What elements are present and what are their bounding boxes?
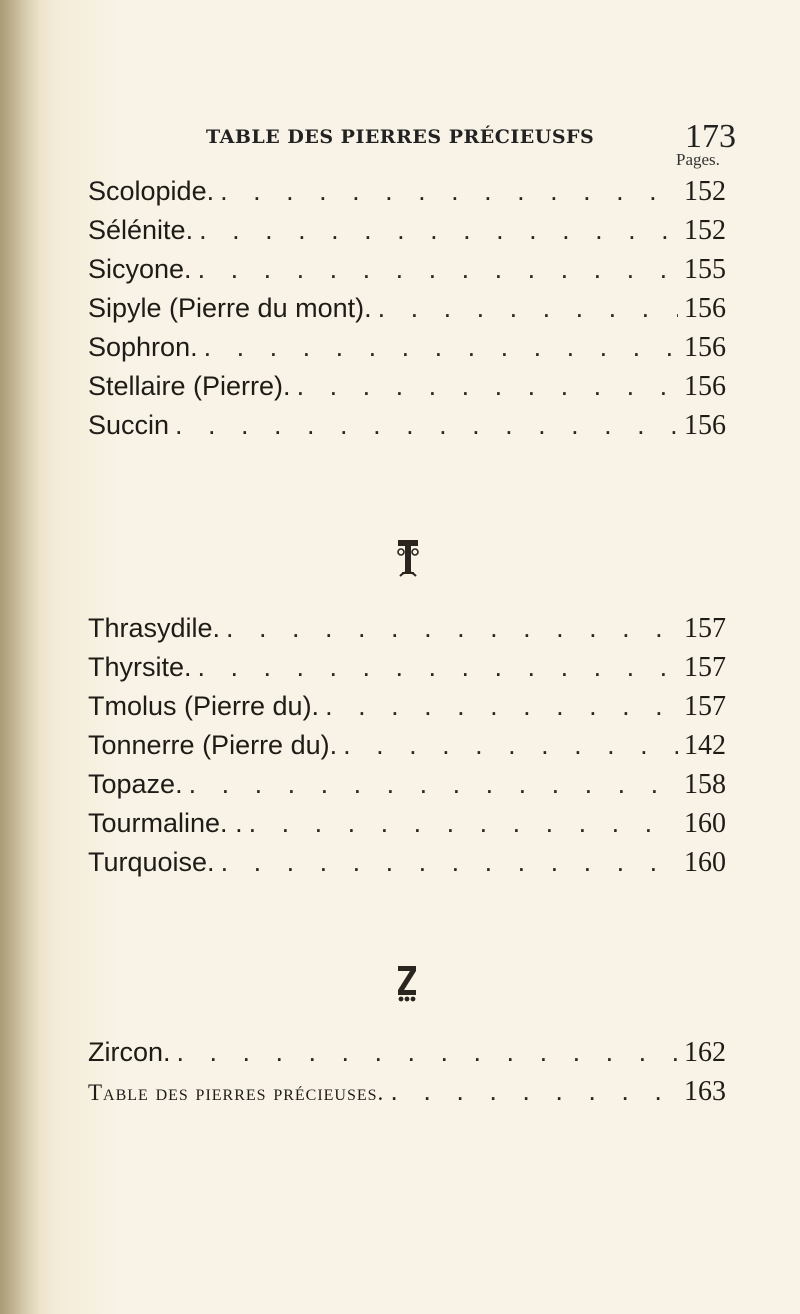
entry-name: Thyrsite. xyxy=(88,652,192,682)
dot-leader xyxy=(198,652,678,683)
dot-leader xyxy=(175,410,678,441)
entry-page: 152 xyxy=(684,215,726,246)
entry-name: Thrasydile. xyxy=(88,613,221,643)
entry-name: Turquoise. xyxy=(88,847,215,877)
page-header xyxy=(206,118,736,158)
dot-leader xyxy=(249,808,678,839)
dot-leader xyxy=(177,1037,678,1068)
index-entry xyxy=(88,769,738,803)
entry-page: 160 xyxy=(684,847,726,878)
ornamental-letter-z-icon xyxy=(396,962,418,1002)
dot-leader xyxy=(226,613,678,644)
dot-leader xyxy=(198,254,678,285)
index-entry xyxy=(88,371,738,405)
index-entry xyxy=(88,847,738,881)
entry-page: 155 xyxy=(684,254,726,285)
entry-page: 157 xyxy=(684,613,726,644)
index-entry xyxy=(88,730,738,764)
page-number: 173 xyxy=(685,118,736,155)
index-entry xyxy=(88,652,738,686)
entry-page: 152 xyxy=(684,176,726,207)
entry-page: 156 xyxy=(684,332,726,363)
index-entry xyxy=(88,410,738,444)
entry-page: 158 xyxy=(684,769,726,800)
dot-leader xyxy=(390,1076,678,1107)
dot-leader xyxy=(378,293,678,324)
dot-leader xyxy=(325,691,678,722)
dot-leader xyxy=(343,730,678,761)
index-entry xyxy=(88,808,738,842)
entry-page: 142 xyxy=(684,730,726,761)
entry-page: 156 xyxy=(684,293,726,324)
index-entry xyxy=(88,1037,738,1071)
entry-name: Table des pierres précieuses. xyxy=(88,1080,385,1105)
entry-name: Tourmaline. . xyxy=(88,808,243,838)
entry-name: Tmolus (Pierre du). xyxy=(88,691,320,721)
index-entry xyxy=(88,1076,738,1110)
entry-page: 156 xyxy=(684,371,726,402)
entry-name: Sophron. xyxy=(88,332,198,362)
index-entry xyxy=(88,254,738,288)
entry-name: Zircon. xyxy=(88,1037,171,1067)
index-entry xyxy=(88,691,738,725)
entry-name: Sicyone. xyxy=(88,254,192,284)
index-entry xyxy=(88,176,738,210)
entry-name: Stellaire (Pierre). xyxy=(88,371,291,401)
entry-page: 157 xyxy=(684,652,726,683)
spine-shadow xyxy=(0,0,40,1314)
entry-name: Sélénite. xyxy=(88,215,194,245)
entry-name: Tonnerre (Pierre du). xyxy=(88,730,338,760)
entry-page: 162 xyxy=(684,1037,726,1068)
index-entry xyxy=(88,613,738,647)
running-title: TABLE DES PIERRES PRÉCIEUSFS xyxy=(206,126,595,148)
index-entry xyxy=(88,332,738,366)
ornamental-letter-t-icon xyxy=(397,538,419,578)
dot-leader xyxy=(199,215,678,246)
index-entry xyxy=(88,215,738,249)
entry-name: Topaze. xyxy=(88,769,183,799)
dot-leader xyxy=(297,371,678,402)
dot-leader xyxy=(220,176,678,207)
dot-leader xyxy=(221,847,678,878)
entry-name: Scolopide. xyxy=(88,176,215,206)
pages-column-label: Pages. xyxy=(676,150,720,169)
entry-name: Sipyle (Pierre du mont). xyxy=(88,293,372,323)
dot-leader xyxy=(204,332,678,363)
entry-page: 156 xyxy=(684,410,726,441)
entry-name: Succin xyxy=(88,410,170,440)
dot-leader xyxy=(189,769,678,800)
entry-page: 160 xyxy=(684,808,726,839)
index-entry xyxy=(88,293,738,327)
entry-page: 163 xyxy=(684,1076,726,1107)
entry-page: 157 xyxy=(684,691,726,722)
